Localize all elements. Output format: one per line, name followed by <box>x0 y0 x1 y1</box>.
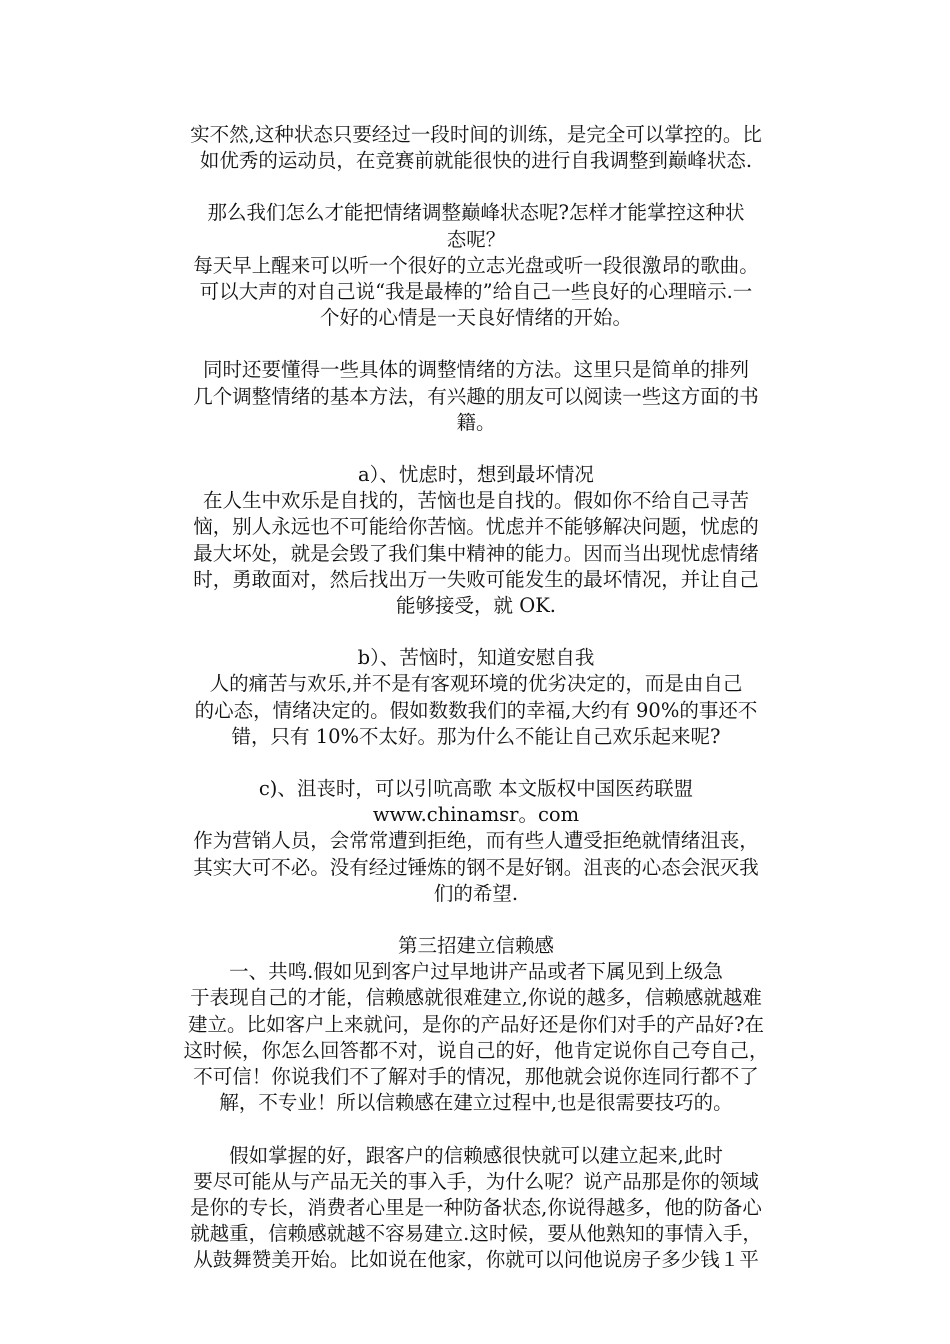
text-line: 恼，别人永远也不可能给你苦恼。忧虑并不能够解决问题，忧虑的 <box>193 515 759 539</box>
paragraph-4 <box>140 357 812 436</box>
paragraph-7 <box>140 776 812 907</box>
paragraph-spacer <box>140 1117 812 1143</box>
text-line: 从鼓舞赞美开始。比如说在他家，你就可以问他说房子多少钱１平 <box>193 1248 759 1272</box>
text-line: 其实大可不必。没有经过锤炼的钢不是好钢。沮丧的心态会泯灭我 <box>193 855 759 879</box>
text-line: 每天早上醒来可以听一个很好的立志光盘或听一段很激昂的歌曲。 <box>193 253 759 277</box>
text-line: 是你的专长，消费者心里是一种防备状态,你说得越多，他的防备心 <box>190 1195 762 1219</box>
paragraph-6 <box>140 645 812 750</box>
document-page <box>140 122 812 1274</box>
paragraph-1 <box>140 122 812 174</box>
section-heading-c: c)、沮丧时，可以引吭高歌 本文版权中国医药联盟 <box>258 777 694 801</box>
text-line: 如优秀的运动员，在竞赛前就能很快的进行自我调整到巅峰状态. <box>199 149 753 173</box>
text-line: 那么我们怎么才能把情绪调整巅峰状态呢?怎样才能掌控这种状 <box>207 201 745 225</box>
paragraph-spacer <box>140 174 812 200</box>
text-line: 错，只有 10%不太好。那为什么不能让自己欢乐起来呢? <box>231 724 721 748</box>
text-line: 个好的心情是一天良好情绪的开始。 <box>319 306 632 330</box>
paragraph-spacer <box>140 331 812 357</box>
paragraph-spacer <box>140 907 812 933</box>
paragraph-2 <box>140 200 812 252</box>
text-line: 同时还要懂得一些具体的调整情绪的方法。这里只是简单的排列 <box>202 358 749 382</box>
text-line: 于表现自己的才能，信赖感就很难建立,你说的越多，信赖感就越难 <box>190 986 762 1010</box>
paragraph-5 <box>140 462 812 619</box>
paragraph-spacer <box>140 750 812 776</box>
text-line: 解，不专业！所以信赖感在建立过程中,也是很需要技巧的。 <box>219 1091 733 1115</box>
paragraph-spacer <box>140 436 812 462</box>
text-line: 一、共鸣.假如见到客户过早地讲产品或者下属见到上级急 <box>229 960 723 984</box>
text-line: 这时候，你怎么回答都不对，说自己的好，他肯定说你自己夸自己， <box>183 1038 769 1062</box>
text-line: 籍。 <box>456 410 496 434</box>
section-heading-b: b）、苦恼时，知道安慰自我 <box>357 646 595 670</box>
text-line: 人的痛苦与欢乐,并不是有客观环境的优劣决定的，而是由自己 <box>209 672 743 696</box>
paragraph-9 <box>140 1143 812 1274</box>
text-line: 不可信！你说我们不了解对手的情况，那他就会说你连同行都不了 <box>193 1065 759 1089</box>
text-line: 假如掌握的好，跟客户的信赖感很快就可以建立起来,此时 <box>229 1143 723 1167</box>
paragraph-8 <box>140 933 812 1116</box>
text-line: 最大坏处，就是会毁了我们集中精神的能力。因而当出现忧虑情绪 <box>193 541 759 565</box>
text-line: 作为营销人员，会常常遭到拒绝，而有些人遭受拒绝就情绪沮丧， <box>193 829 759 853</box>
section-heading-a: a）、忧虑时，想到最坏情况 <box>358 463 594 487</box>
text-line: 时，勇敢面对，然后找出万一失败可能发生的最坏情况，并让自己 <box>193 567 759 591</box>
chapter-heading: 第三招建立信赖感 <box>397 934 554 958</box>
text-line: 建立。比如客户上来就问，是你的产品好还是你们对手的产品好?在 <box>188 1012 764 1036</box>
text-line: 们的希望. <box>433 881 519 905</box>
website-text: www.chinamsr。com <box>372 803 580 827</box>
text-line: 的心态，情绪决定的。假如数数我们的幸福,大约有 90%的事还不 <box>194 698 758 722</box>
paragraph-3 <box>140 253 812 332</box>
text-line: 态呢？ <box>446 227 506 251</box>
text-line: 在人生中欢乐是自找的，苦恼也是自找的。假如你不给自己寻苦 <box>202 489 749 513</box>
text-line: 能够接受，就 OK. <box>396 594 556 618</box>
text-line: 几个调整情绪的基本方法，有兴趣的朋友可以阅读一些这方面的书 <box>193 384 759 408</box>
text-line: 实不然,这种状态只要经过一段时间的训练，是完全可以掌控的。比 <box>190 123 762 146</box>
text-line: 就越重，信赖感就越不容易建立.这时候，要从他熟知的事情入手， <box>190 1222 762 1246</box>
text-line: 要尽可能从与产品无关的事入手，为什么呢？说产品那是你的领域 <box>193 1169 759 1193</box>
paragraph-spacer <box>140 619 812 645</box>
text-line: 可以大声的对自己说“我是最棒的”给自己一些良好的心理暗示.一 <box>199 280 753 304</box>
